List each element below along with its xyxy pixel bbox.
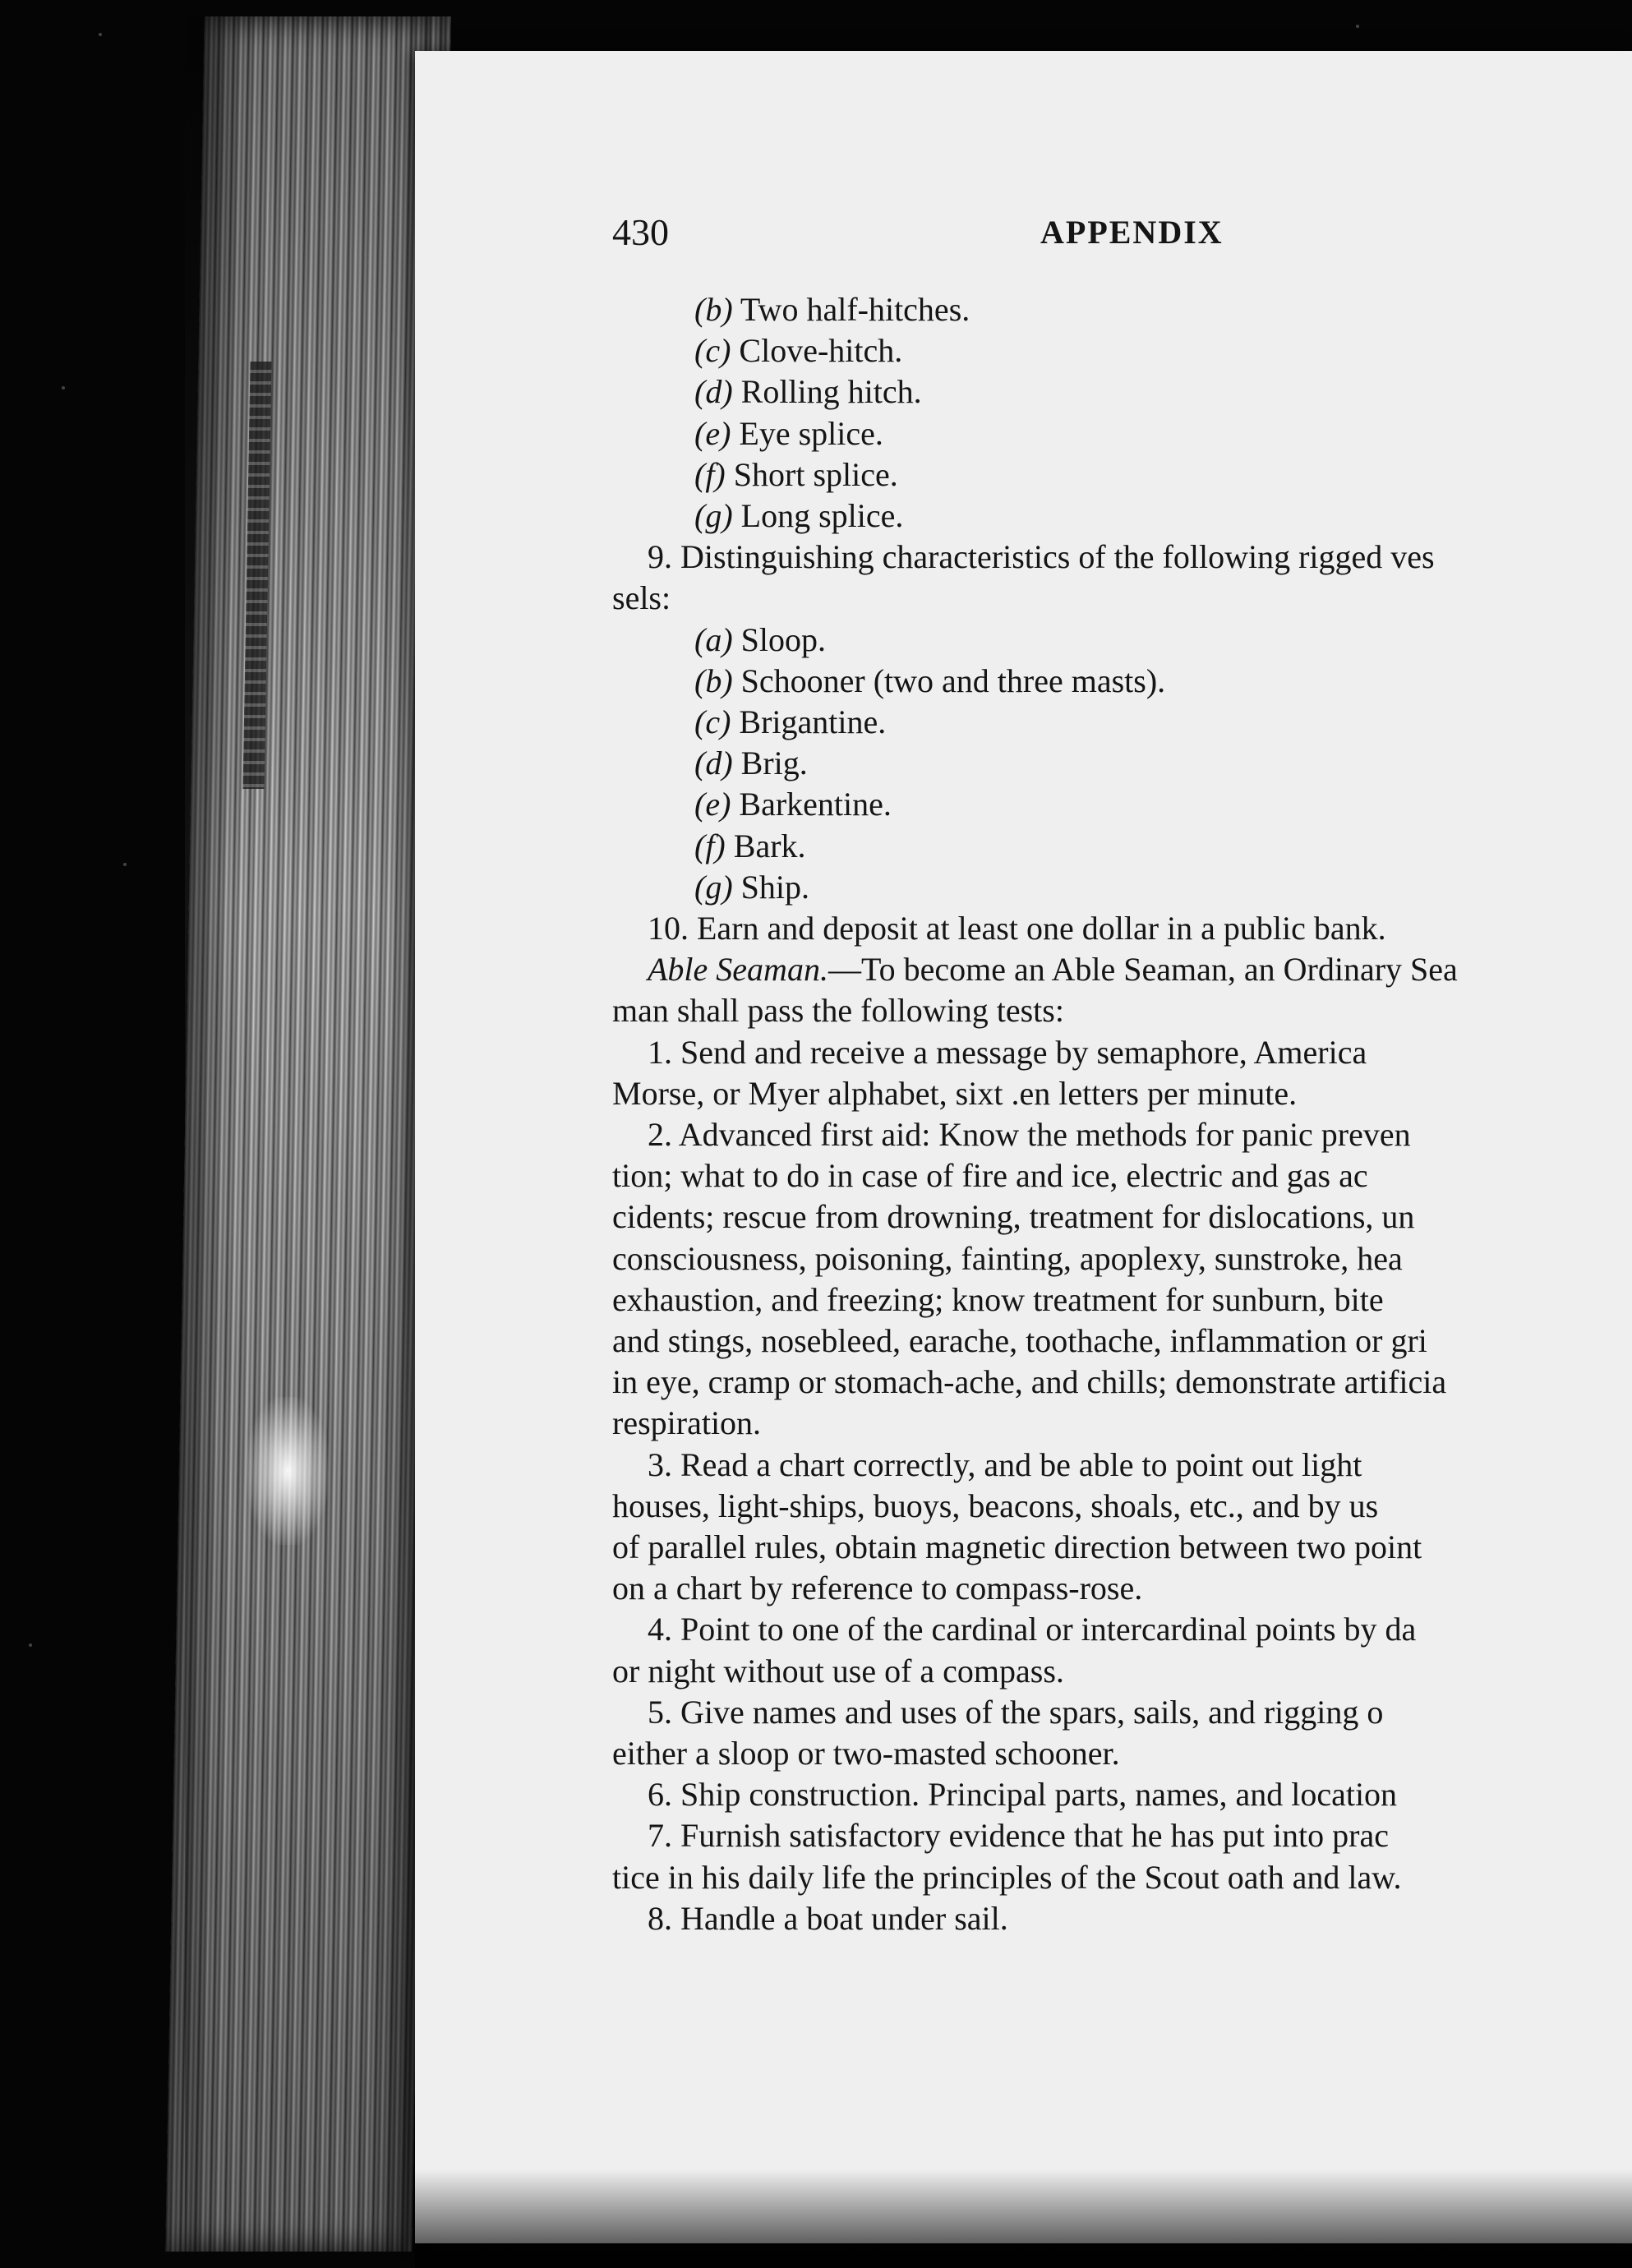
- text-line: tice in his daily life the principles of the Scout oath and law.: [612, 1858, 1402, 1896]
- text-line: tion; what to do in case of fire and ice, electric and gas ac: [612, 1157, 1368, 1195]
- text-line: Able Seaman.—To become an Able Seaman, an Ordinary Sea: [648, 951, 1458, 989]
- text-line: (a) Sloop.: [694, 620, 826, 658]
- text-line: 7. Furnish satisfactory evidence that he has put into prac: [648, 1817, 1389, 1855]
- text-line: consciousness, poisoning, fainting, apoplexy, sunstroke, hea: [612, 1239, 1403, 1277]
- text-line: man shall pass the following tests:: [612, 992, 1064, 1030]
- running-title: APPENDIX: [1040, 214, 1224, 251]
- text-line: (g) Long splice.: [694, 497, 904, 534]
- text-line: and stings, nosebleed, earache, toothache, inflammation or gri: [612, 1322, 1427, 1359]
- text-line: 9. Distinguishing characteristics of the following rigged ves: [648, 538, 1435, 576]
- text-line: (f) Short splice.: [694, 455, 898, 493]
- text-line: (c) Brigantine.: [694, 703, 887, 740]
- text-line: (b) Schooner (two and three masts).: [694, 662, 1166, 699]
- text-line: in eye, cramp or stomach-ache, and chills; demonstrate artificia: [612, 1363, 1447, 1401]
- text-line: cidents; rescue from drowning, treatment for dislocations, un: [612, 1198, 1415, 1236]
- text-line: or night without use of a compass.: [612, 1652, 1064, 1689]
- text-line: Morse, or Myer alphabet, sixt .en letters per minute.: [612, 1074, 1298, 1112]
- text-line: (b) Two half-hitches.: [694, 291, 970, 328]
- text-line: 2. Advanced first aid: Know the methods for panic preven: [648, 1116, 1411, 1153]
- text-line: (d) Brig.: [694, 744, 808, 782]
- text-line: 4. Point to one of the cardinal or intercardinal points by da: [648, 1611, 1417, 1648]
- text-line: 10. Earn and deposit at least one dollar in a public bank.: [648, 910, 1386, 947]
- text-line: (e) Eye splice.: [694, 414, 883, 452]
- text-line: (c) Clove-hitch.: [694, 332, 903, 370]
- text-line: 6. Ship construction. Principal parts, names, and location: [648, 1776, 1398, 1814]
- text-line: (g) Ship.: [694, 868, 809, 906]
- text-line: 3. Read a chart correctly, and be able to point out light: [648, 1445, 1362, 1483]
- text-line: exhaustion, and freezing; know treatment for sunburn, bite: [612, 1280, 1384, 1318]
- text-line: on a chart by reference to compass-rose.: [612, 1570, 1143, 1607]
- text-line: (e) Barkentine.: [694, 786, 892, 823]
- text-line: 5. Give names and uses of the spars, sails, and rigging o: [648, 1693, 1384, 1731]
- text-line: respiration.: [612, 1404, 762, 1442]
- text-line: houses, light-ships, buoys, beacons, shoals, etc., and by us: [612, 1487, 1379, 1524]
- text-line: sels:: [612, 579, 671, 617]
- text-line: (d) Rolling hitch.: [694, 373, 922, 411]
- text-line: of parallel rules, obtain magnetic direction between two point: [612, 1528, 1422, 1565]
- text-line: 1. Send and receive a message by semaphore, America: [648, 1033, 1367, 1071]
- text-line: (f) Bark.: [694, 827, 806, 864]
- text-line: 8. Handle a boat under sail.: [648, 1899, 1008, 1937]
- page-number: 430: [612, 211, 669, 253]
- text-line: either a sloop or two-masted schooner.: [612, 1735, 1120, 1772]
